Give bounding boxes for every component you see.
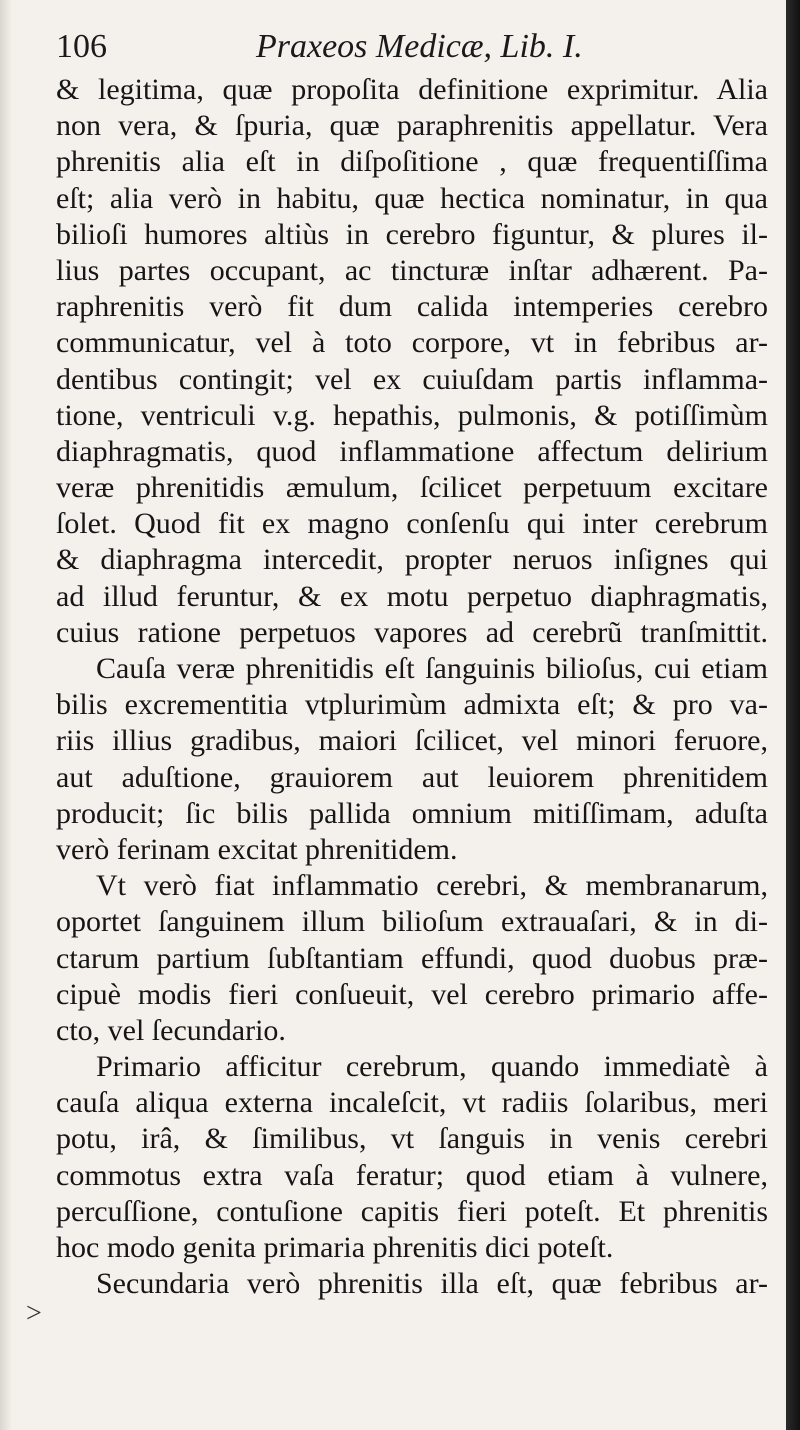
text-line: cauſa aliqua externa incaleſcit, vt radiis ſolaribus, meri [56, 1086, 768, 1120]
paragraph-start-line: Cauſa veræ phrenitidis eſt ſanguinis bilioſus, cui etiam [96, 652, 768, 685]
running-title: Praxeos Medicæ, Lib. I. [256, 28, 583, 65]
page-header [56, 22, 756, 70]
text-line: phrenitis alia eſt in diſpoſitione , quæ frequentiſſima [56, 145, 768, 179]
text-line: commotus extra vaſa feratur; quod etiam à vulnere, [56, 1158, 768, 1192]
text-line: eſt; alia verò in habitu, quæ hectica nominatur, in qua [56, 181, 768, 215]
text-line: & diaphragma intercedit, propter neruos inſignes qui [56, 543, 768, 577]
text-line: ctarum partium ſubſtantiam effundi, quod duobus præ- [56, 941, 768, 975]
text-line: veræ phrenitidis æmulum, ſcilicet perpetuum excitare [56, 471, 768, 505]
text-line: & legitima, quæ propoſita definitione exprimitur. Alia [56, 73, 768, 106]
text-line: producit; ſic bilis pallida omnium mitiſſimam, aduſta [56, 796, 768, 830]
text-line: raphrenitis verò fit dum calida intemperies cerebro [56, 290, 768, 324]
text-line: bilioſi humores altiùs in cerebro figuntur, & plures il- [56, 217, 768, 251]
text-line: tione, ventriculi v.g. hepathis, pulmonis, & potiſſimùm [56, 398, 768, 432]
text-line: dentibus contingit; vel ex cuiuſdam partis inflamma- [56, 362, 768, 396]
margin-mark: > [26, 1298, 42, 1329]
paragraph-start-line: Primario afficitur cerebrum, quando immediatè à [96, 1050, 768, 1084]
text-line: ad illud feruntur, & ex motu perpetuo diaphragmatis, [56, 579, 768, 613]
text-line: ſolet. Quod fit ex magno conſenſu qui inter cerebrum [56, 507, 768, 541]
paragraph-start-line: Secundaria verò phrenitis illa eſt, quæ febribus ar- [96, 1267, 768, 1301]
text-line: aut aduſtione, grauiorem aut leuiorem phrenitidem [56, 760, 768, 794]
text-line: percuſſione, contuſione capitis fieri poteſt. Et phrenitis [56, 1194, 768, 1228]
paragraph-end-line: cto, vel ſecundario. [56, 1013, 286, 1047]
text-line: potu, irâ, & ſimilibus, vt ſanguis in venis cerebri [56, 1122, 768, 1156]
text-line: cuius ratione perpetuos vapores ad cerebrũ tranſmittit. [56, 615, 768, 649]
text-line: diaphragmatis, quod inflammatione affectum delirium [56, 434, 768, 468]
text-line: riis illius gradibus, maiori ſcilicet, vel minori feruore, [56, 724, 768, 758]
text-line: non vera, & ſpuria, quæ paraphrenitis appellatur. Vera [56, 109, 768, 143]
text-line: oportet ſanguinem illum bilioſum extrauaſari, & in di- [56, 905, 768, 939]
text-line: cipuè modis fieri conſueuit, vel cerebro primario affe- [56, 977, 768, 1011]
page-number: 106 [56, 28, 107, 65]
paragraph-end-line: hoc modo genita primaria phrenitis dici poteſt. [56, 1231, 614, 1264]
paragraph-start-line: Vt verò fiat inflammatio cerebri, & membranarum, [96, 869, 768, 903]
paragraph-end-line: verò ferinam excitat phrenitidem. [56, 832, 458, 866]
text-line: lius partes occupant, ac tincturæ inſtar adhærent. Pa- [56, 253, 768, 287]
text-line: bilis excrementitia vtplurimùm admixta eſt; & pro va- [56, 688, 768, 722]
body-text [56, 72, 768, 1302]
text-line: communicatur, vel à toto corpore, vt in febribus ar- [56, 326, 768, 360]
